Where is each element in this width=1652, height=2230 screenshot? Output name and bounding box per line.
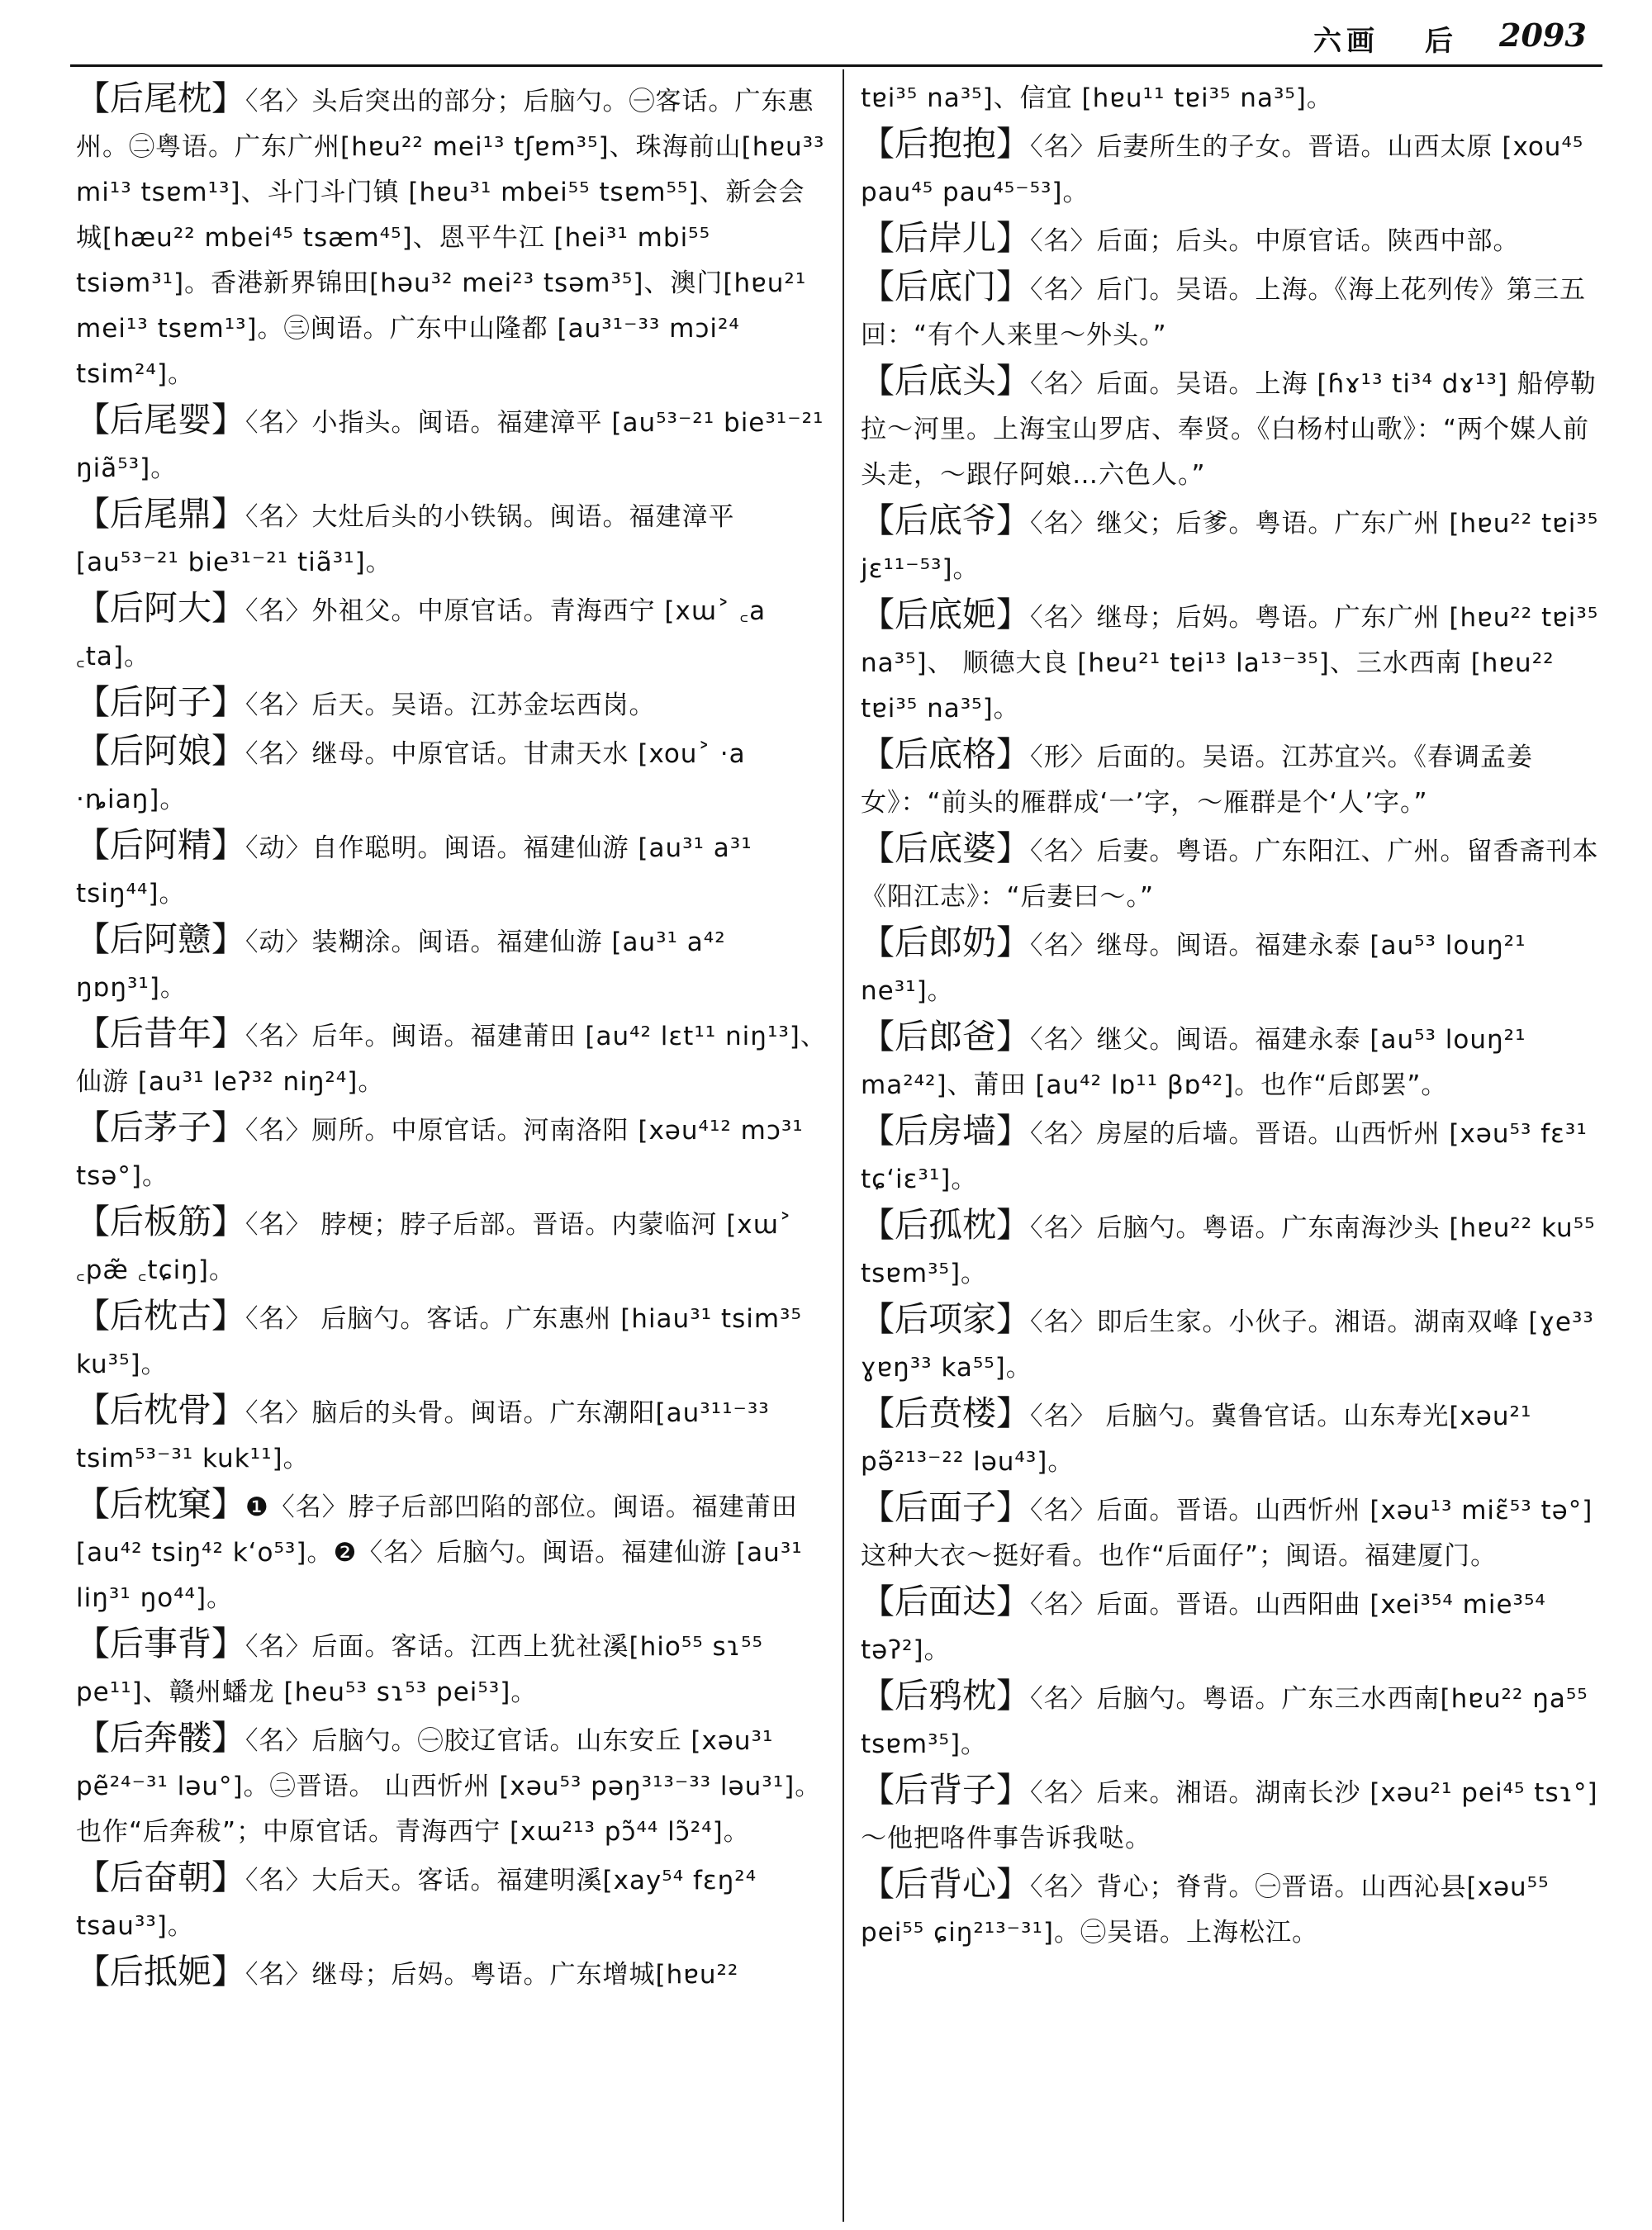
dictionary-entry — [76, 397, 828, 491]
dictionary-entry — [861, 1203, 1612, 1297]
entry-definition: 〈名〉后脑勺。㊀胶辽官话。山东安丘 [xəu³¹ pẽ²⁴⁻³¹ ləu°]。㊁晋语。 山西忻州 [xəu⁵³ pəŋ³¹³⁻³³ ləu³¹]。也作“后奔秡”；中原官话。青海西宁 [xɯ²¹³ pɔ̃⁴⁴ lɔ̃²⁴]。 — [76, 1726, 822, 1847]
entry-definition: 〈名〉后天。吴语。江苏金坛西岗。 — [245, 690, 656, 720]
dictionary-entry — [76, 1715, 828, 1855]
dictionary-entry — [76, 728, 828, 823]
entry-headword: 【后抱抱】 — [861, 124, 1030, 164]
entry-headword: 【后茅子】 — [76, 1108, 245, 1147]
dictionary-entry — [861, 1391, 1612, 1485]
entry-definition: 〈名〉后脑勺。粤语。广东南海沙头 [hɐu²² ku⁵⁵ tsɐm³⁵]。 — [861, 1213, 1596, 1288]
entry-headword: 【后底婆】 — [861, 828, 1030, 868]
entry-headword: 【后阿子】 — [76, 682, 245, 722]
dictionary-entry — [861, 498, 1612, 592]
entry-definition: 〈名〉 后脑勺。冀鲁官话。山东寿光[xəu²¹ pə̃²¹³⁻²² ləu⁴³]。 — [861, 1402, 1532, 1477]
entry-definition: 〈名〉后脑勺。粤语。广东三水西南[hɐu²² ŋa⁵⁵ tsɐm³⁵]。 — [861, 1684, 1588, 1759]
entry-headword: 【后背心】 — [861, 1864, 1030, 1904]
entry-definition: 〈名〉继母。中原官话。甘肃天水 [xou˃ ·a ·ȵiaŋ]。 — [76, 739, 746, 814]
entry-definition: 〈名〉继母；后妈。粤语。广东广州 [hɐu²² tɐi³⁵ na³⁵]、 顺德大良 [hɐu²¹ tɐi¹³ la¹³⁻³⁵]、三水西南 [hɐu²² tɐi³⁵ na³⁵]。 — [861, 603, 1599, 724]
dictionary-entry — [861, 121, 1612, 216]
entry-definition: 〈名〉房屋的后墙。晋语。山西忻州 [xəu⁵³ fɛ³¹ tɕʻiɛ³¹]。 — [861, 1119, 1588, 1194]
entry-definition: 〈名〉脑后的头骨。闽语。广东潮阳[au³¹¹⁻³³ tsim⁵³⁻³¹ kuk¹¹]。 — [76, 1398, 770, 1473]
entry-headword: 【后郎奶】 — [861, 923, 1030, 962]
entry-headword: 【后阿娘】 — [76, 731, 245, 771]
entry-definition: 〈名〉继父。闽语。福建永泰 [au⁵³ louŋ²¹ ma²⁴²]、莆田 [au⁴² lɒ¹¹ βɒ⁴²]。也作“后郎罢”。 — [861, 1025, 1526, 1100]
right-column — [861, 76, 1612, 1956]
dictionary-entry — [76, 917, 828, 1011]
left-column — [76, 76, 828, 1998]
entry-headword: 【后枕骨】 — [76, 1390, 245, 1430]
entry-headword: 【后项家】 — [861, 1299, 1030, 1339]
entry-headword: 【后底爷】 — [861, 501, 1030, 540]
dictionary-entry — [861, 1673, 1612, 1767]
dictionary-entry — [861, 1485, 1612, 1579]
entry-definition: 〈名〉后面。晋语。山西忻州 [xəu¹³ miɛ̃⁵³ tə°] 这种大衣～挺好看。也作“后面仔”；闽语。福建厦门。 — [861, 1496, 1593, 1571]
dictionary-entry — [76, 491, 828, 586]
dictionary-entry — [861, 76, 1612, 121]
entry-headword: 【后事背】 — [76, 1624, 245, 1663]
entry-definition: 〈名〉 后脑勺。客话。广东惠州 [hiau³¹ tsim³⁵ ku³⁵]。 — [76, 1304, 802, 1379]
entry-definition: 〈名〉后妻。粤语。广东阳江、广州。留香斋刊本《阳江志》：“后妻曰～。” — [861, 837, 1599, 912]
entry-headword: 【后抵㛂】 — [76, 1952, 245, 1991]
dictionary-entry — [861, 592, 1612, 732]
entry-definition: tɐi³⁵ na³⁵]、信宜 [hɐu¹¹ tɐi³⁵ na³⁵]。 — [861, 83, 1333, 113]
dictionary-entry — [76, 586, 828, 680]
entry-headword: 【后奔髅】 — [76, 1718, 245, 1758]
dictionary-entry — [861, 1108, 1612, 1203]
dictionary-entry — [76, 76, 828, 397]
header-character: 后 — [1425, 25, 1453, 58]
dictionary-entry — [76, 1199, 828, 1293]
entry-headword: 【后尾鼎】 — [76, 494, 245, 534]
entry-definition: 〈动〉装糊涂。闽语。福建仙游 [au³¹ a⁴² ŋɒŋ³¹]。 — [76, 928, 726, 1003]
entry-headword: 【后房墙】 — [861, 1111, 1030, 1151]
entry-definition: 〈名〉厕所。中原官话。河南洛阳 [xəu⁴¹² mɔ³¹ tsə°]。 — [76, 1116, 804, 1191]
entry-definition: 〈名〉大灶后头的小铁锅。闽语。福建漳平 [au⁵³⁻²¹ bie³¹⁻²¹ tiã³¹]。 — [76, 502, 735, 577]
entry-headword: 【后面子】 — [861, 1487, 1030, 1527]
header-rule — [70, 64, 1602, 67]
entry-definition: 〈名〉后妻所生的子女。晋语。山西太原 [xou⁴⁵ pau⁴⁵ pau⁴⁵⁻⁵³]。 — [861, 132, 1584, 207]
entry-headword: 【后孤枕】 — [861, 1205, 1030, 1245]
entry-headword: 【后背子】 — [861, 1770, 1030, 1810]
dictionary-entry — [861, 1579, 1612, 1673]
entry-definition: 〈名〉背心；脊背。㊀晋语。山西沁县[xəu⁵⁵ pei⁵⁵ ɕiŋ²¹³⁻³¹]。㊁吴语。上海松江。 — [861, 1872, 1550, 1948]
entry-headword: 【后阿戆】 — [76, 919, 245, 959]
entry-headword: 【后尾婴】 — [76, 400, 245, 439]
entry-headword: 【后尾枕】 — [76, 78, 245, 118]
dictionary-entry — [861, 826, 1612, 920]
page-number: 2093 — [1499, 17, 1587, 54]
entry-definition: 〈名〉后年。闽语。福建莆田 [au⁴² lɛt¹¹ niŋ¹³]、仙游 [au³¹ leʔ³² niŋ²⁴]。 — [76, 1022, 827, 1097]
entry-definition: 〈名〉后门。吴语。上海。《海上花列传》第三五回：“有个人来里～外头。” — [861, 275, 1586, 350]
entry-headword: 【后岸儿】 — [861, 218, 1030, 258]
entry-definition: 〈名〉后面。晋语。山西阳曲 [xei³⁵⁴ mie³⁵⁴ təʔ²]。 — [861, 1590, 1546, 1665]
entry-definition: 〈名〉后面。客话。江西上犹社溪[hio⁵⁵ sɿ⁵⁵ pe¹¹]、赣州蟠龙 [heu⁵³ sɿ⁵³ pei⁵³]。 — [76, 1632, 763, 1707]
dictionary-entry — [861, 264, 1612, 358]
entry-definition: 〈动〉自作聪明。闽语。福建仙游 [au³¹ a³¹ tsiŋ⁴⁴]。 — [76, 833, 752, 909]
dictionary-entry — [76, 1621, 828, 1715]
dictionary-entry — [76, 1388, 828, 1482]
entry-headword: 【后阿大】 — [76, 588, 245, 628]
entry-definition: 〈名〉继母。闽语。福建永泰 [au⁵³ louŋ²¹ ne³¹]。 — [861, 931, 1526, 1006]
entry-definition: 〈名〉后面。吴语。上海 [ɦɤ¹³ ti³⁴ dɤ¹³] 船停勒拉～河里。上海宝山罗店、奉贤。《白杨村山歌》：“两个媒人前头走，～跟仔阿娘…六色人。” — [861, 369, 1597, 490]
dictionary-entry — [861, 1862, 1612, 1956]
entry-definition: 〈名〉头后突出的部分；后脑勺。㊀客话。广东惠州。㊁粤语。广东广州[hɐu²² mei¹³ tʃɐm³⁵]、珠海前山[hɐu³³ mi¹³ tsɐm¹³]、斗门斗门镇 [hɐu³¹ mbei⁵⁵ tsɐm⁵⁵]、新会会城[hæu²² mbei⁴⁵ tsæm⁴⁵]、恩平牛江 [hei³¹ mbi⁵⁵ tsiəm³¹]。香港新界锦田[həu³² mei²³ tsəm³⁵]、澳门[hɐu²¹ mei¹³ tsɐm¹³]。㊂闽语。广东中山隆都 [au³¹⁻³³ mɔi²⁴ tsim²⁴]。 — [76, 87, 825, 389]
dictionary-entry — [76, 1011, 828, 1105]
dictionary-entry — [861, 732, 1612, 826]
entry-headword: 【后底门】 — [861, 267, 1030, 306]
entry-headword: 【后枕古】 — [76, 1296, 245, 1336]
entry-headword: 【后底㛂】 — [861, 595, 1030, 634]
entry-definition: 〈名〉继父；后爹。粤语。广东广州 [hɐu²² tɐi³⁵ jɛ¹¹⁻⁵³]。 — [861, 509, 1599, 584]
dictionary-entry — [76, 1855, 828, 1949]
entry-definition: 〈名〉 脖梗；脖子后部。晋语。内蒙临河 [xɯ˃ ꜀pæ̃ ꜀tɕiŋ]。 — [76, 1210, 793, 1285]
entry-headword: 【后昔年】 — [76, 1013, 245, 1053]
entry-headword: 【后底头】 — [861, 361, 1030, 401]
entry-definition: 〈名〉后面；后头。中原官话。陕西中部。 — [1030, 226, 1520, 256]
entry-definition: 〈名〉外祖父。中原官话。青海西宁 [xɯ˃ ꜀a ꜀ta]。 — [76, 596, 767, 671]
entry-headword: 【后鸦枕】 — [861, 1676, 1030, 1715]
entry-definition: 〈形〉后面的。吴语。江苏宜兴。《春调孟姜女》：“前头的雁群成‘一’字，～雁群是个‘人’字。” — [861, 743, 1533, 818]
entry-headword: 【后面达】 — [861, 1582, 1030, 1621]
dictionary-entry — [76, 1105, 828, 1199]
entry-headword: 【后底格】 — [861, 734, 1030, 774]
entry-headword: 【后板筋】 — [76, 1202, 245, 1241]
dictionary-entry — [861, 1014, 1612, 1108]
page-header — [0, 0, 1652, 66]
entry-headword: 【后枕窠】 — [76, 1484, 245, 1524]
entry-headword: 【后贲楼】 — [861, 1393, 1030, 1433]
entry-headword: 【后郎爸】 — [861, 1017, 1030, 1056]
dictionary-entry — [861, 216, 1612, 264]
entry-headword: 【后阿精】 — [76, 825, 245, 865]
dictionary-entry — [76, 823, 828, 917]
entry-definition: ❶〈名〉脖子后部凹陷的部位。闽语。福建莆田 [au⁴² tsiŋ⁴² kʻo⁵³]。❷〈名〉后脑勺。闽语。福建仙游 [au³¹ liŋ³¹ ŋo⁴⁴]。 — [76, 1492, 803, 1613]
column-divider — [843, 69, 844, 2222]
entry-definition: 〈名〉即后生家。小伙子。湘语。湖南双峰 [ɣe³³ ɣɐŋ³³ ka⁵⁵]。 — [861, 1307, 1594, 1383]
dictionary-entry — [76, 1293, 828, 1388]
dictionary-entry — [76, 1482, 828, 1621]
dictionary-entry — [861, 1767, 1612, 1862]
dictionary-entry — [861, 1297, 1612, 1391]
dictionary-entry — [76, 680, 828, 728]
dictionary-entry — [861, 920, 1612, 1014]
entry-definition: 〈名〉后来。湘语。湖南长沙 [xəu²¹ pei⁴⁵ tsɿ°] ～他把咯件事告诉我哒。 — [861, 1778, 1598, 1853]
section-title: 六画 — [1313, 25, 1379, 58]
entry-definition: 〈名〉大后天。客话。福建明溪[xay⁵⁴ fɛŋ²⁴ tsau³³]。 — [76, 1866, 757, 1941]
entry-headword: 【后奋朝】 — [76, 1858, 245, 1897]
dictionary-entry — [76, 1949, 828, 1998]
entry-definition: 〈名〉继母；后妈。粤语。广东增城[hɐu²² — [245, 1960, 739, 1990]
dictionary-entry — [861, 358, 1612, 498]
entry-definition: 〈名〉小指头。闽语。福建漳平 [au⁵³⁻²¹ bie³¹⁻²¹ ŋiã⁵³]。 — [76, 408, 824, 483]
